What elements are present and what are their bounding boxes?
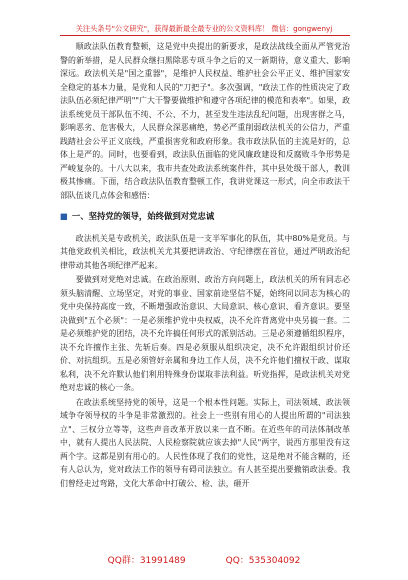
header-divider — [60, 35, 350, 36]
section-paragraph: 政法机关是专政机关，政法队伍是一支半军事化的队伍，其中80%是党员。与其他党政机关相比，政法机关尤其要把讲政治、守纪律摆在首位，通过严明政治纪律带动其他各项纪律严起来。 — [60, 233, 350, 270]
section-heading — [60, 210, 350, 224]
footer-qq-contact: QQ：535304092 — [225, 556, 301, 566]
page-header-banner: 关注头条号"公文研究"，获得最新最全最专业的公文资料库！ 微信：gongwenyj — [75, 24, 333, 33]
section-bullet-icon: ■ — [60, 211, 68, 221]
section-paragraph: 在政法系统坚持党的领导，这是一个根本性问题。实际上，司法领域、政法领域争夺领导权的斗争是非常激烈的。社会上一些别有用心的人提出所谓的"司法独立"、三权分立等等，这些声音改革开放以来一直不断。在近些年的司法体制改革中，就有人提出人民法院、人民检察院就应该去掉"人民"两字，说西方那里没有这两个字。这都是别有用心的。人民性体现了我们的党性，这是绝对不能含糊的，还有人总认为，党对政法工作的领导有碍司法独立。有人甚至提出要撤销政法委。我们曾经走过弯路，文化大革命中打破公、检、法，砸开 — [60, 397, 350, 488]
page-footer — [0, 553, 408, 566]
section-heading-text: 一、坚持党的领导，始终做到对党忠诚 — [71, 211, 215, 221]
intro-paragraph: 顺政法队伍教育整顿，这是党中央提出的新要求，是政法战线全面从严管党治警的新举措，是人民群众继扫黑除恶专项斗争之后的又一新期待，意义重大、影响深远。政法机关是"国之重器"，是维护人民权益、维护社会公平正义、维护国家安全稳定的基本力量，是党和人民的"刀把子"。多次强调，"政法工作的性质决定了政法队伍必须纪律严明""广大干警要做维护和遵守各项纪律的模范和表率"。如果，政法系统党员干部队伍不纯、不公、不力，甚至发生违法乱纪问题，出现害群之马，影响恶劣、危害极大，人民群众深恶痛绝，势必严重削弱政法机关的公信力，严重践踏社会公平正义底线，严重损害党和政府形象。我市政法队伍的主流是好的，总体上是严的。同时，也要看到，政法队伍面临的党风廉政建设和反腐败斗争形势是严峻复杂的。十八大以来，我市共查处政法系统案件件，其中县处级干部人，教训极其惨痛。下面，结合政法队伍教育整顿工作，我讲党课这一形式，向全市政法干部队伍谈几点体会和感悟： — [60, 42, 350, 200]
section-paragraph: 要做到对党绝对忠诚。在政治原则、政治方向问题上，政法机关的所有同志必须头脑清醒、立场坚定，对党的事业、国家前途坚信不疑，始终同以同志为核心的党中央保持高度一致，不断增强政治意识、大局意识、核心意识、看齐意识。要坚决做到"五个必须"：一是必须维护党中央权威，决不允许背离党中央另搞一套。二是必须维护党的团结，决不允许搞任何形式的派别活动。三是必须遵循组织程序，决不允许擅作主张、先斩后奏。四是必须服从组织决定，决不允许跟组织讨价还价、对抗组织。五是必须管好亲属和身边工作人员，决不允许他们擅权干政、谋取私利，决不允许默认他们利用特殊身份谋取非法利益。听党指挥，是政法机关对党绝对忠诚的核心一条。 — [60, 275, 350, 392]
footer-qq-group: QQ群：31991489 — [107, 556, 186, 566]
document-body — [60, 40, 350, 490]
